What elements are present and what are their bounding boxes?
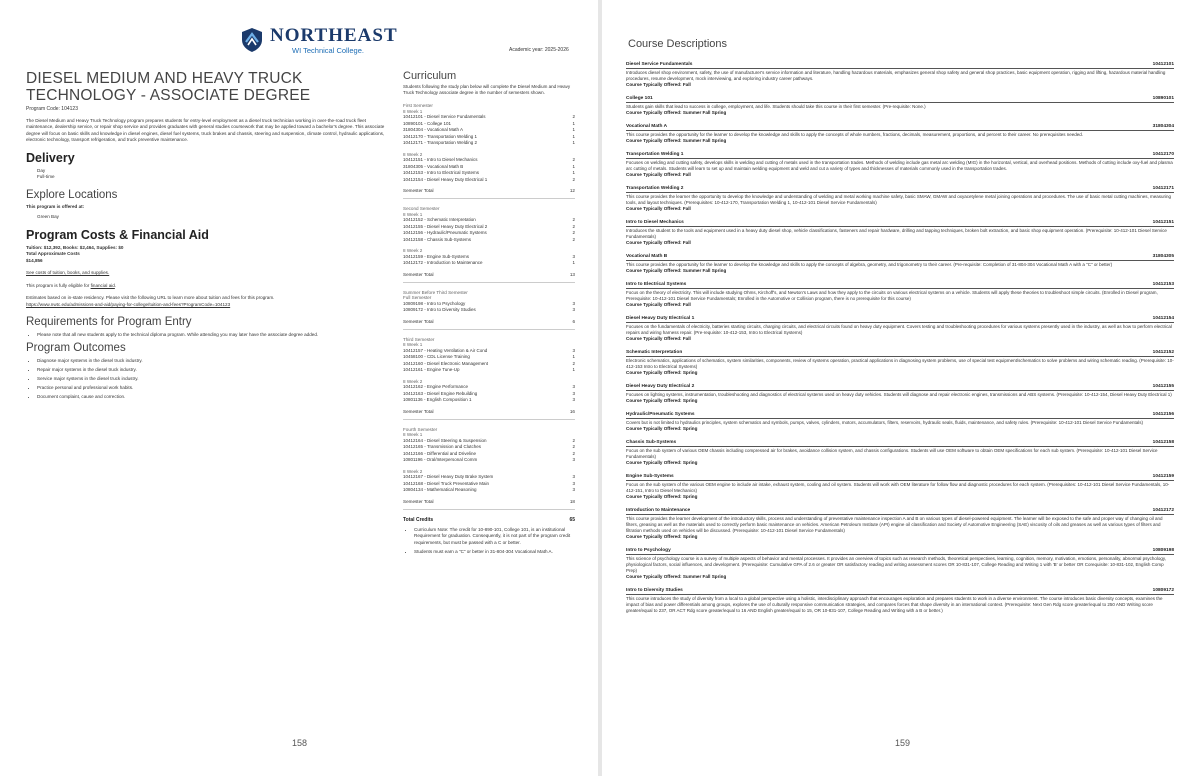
see-costs-link[interactable]: See costs of tuition, books, and supplies. [26,270,110,276]
course-row [403,260,575,267]
semester-list [403,103,575,510]
course-name: 10412171 - Transportation Welding 2 [403,140,477,145]
course-desc: Focus on the sub system of various OEM chassis including compressed air for brakes, avoidance collision system, and chassis configurations. Students will use OEM software to obtain OEM specifications for each sub system. (Prerequisite: 10-412-101 Diesel Service Fundamentals) [626,448,1158,459]
costs-heading: Program Costs & Financial Aid [26,227,209,242]
course-credits: 1 [572,163,575,169]
course-name: 10412161 - Engine Tune-Up [403,367,460,372]
course-row [403,457,575,464]
course-desc: Focus on the theory of electricity. This will include studying Ohms, Kirchoff's, and Newton's Laws and how they apply to the circuits on various electrical systems on a vehicle. Students will apply these theories to troubleshoot simple circuits. (Enrolled in Diesel program, Prerequisite: 10-412-101 Diesel Service Fundamentals; Enrolled in the Automotive or Collision program, there is no prerequisite for this course) [626,290,1158,301]
course-title: Diesel Service Fundamentals [626,62,693,67]
course-code: 10412101 [1152,62,1174,67]
delivery-item: Full-time [37,174,55,180]
course-code: 10412153 [1152,282,1174,287]
course-desc: This course provides the opportunity for the learner to develop the knowledge and skills to apply the concepts of algebra, geometry, and trigonometry to their career. (Pre-requisite: Completion of 31-804-304 Vocational Math A with a "C" or better) [626,262,1113,267]
course-code: 10890101 [1152,96,1174,101]
course-offered [626,240,1174,246]
course-code: 10412151 [1152,220,1174,225]
course-name: 31804305 - Vocational Math B [403,163,464,169]
course-title: Diesel Heavy Duty Electrical 2 [626,384,695,389]
course-row [403,237,575,244]
semester-title: First Semester [403,103,433,108]
left-page [0,0,598,776]
course-name: 10412157 - Heating Ventilation & Air Cond [403,347,488,353]
course-desc: Electronic schematics, applications of schematics, system similarities, components, review of systems operation, practical applications in diagnosing system problems, use of special test equipment/schematics to solve problems and wiring schematic reading. (Prerequisite: 10-412-153 Intro to Electrical Systems) [626,358,1174,369]
course-credits: 2 [572,223,575,229]
course-offered-value: Summer Fall Spring [682,138,727,143]
outcome-item: • Diagnose major systems in the diesel truck industry. [37,358,386,363]
locations-offered: This program is offered at: [26,203,85,209]
semester-total-value: 6 [572,318,575,324]
course-offered [626,494,1174,500]
semester-total-label: Semester Total [403,318,434,324]
right-page [602,0,1200,776]
semester-total-label: Semester Total [403,498,434,504]
course-description [626,316,1174,342]
course-desc: This course provides the opportunity for the learner to develop the knowledge and skills to apply the concepts of whole numbers, fractions, decimals, measurement, proportions, and percent to their career. No prerequisites needed. [626,132,1084,137]
requirements-list [26,332,386,337]
course-name: 10809172 - Intro to Diversity Studies [403,307,476,312]
course-name: 10412160 - Diesel Electronic Management [403,360,489,366]
logo [240,26,398,55]
semester-total-row [403,409,575,420]
course-title: Transportation Welding 2 [626,186,684,191]
semester-group-label: 8 Week 1 [403,108,423,114]
course-description [626,186,1174,212]
course-offered-label: Course Typically Offered: [626,82,682,87]
curriculum-note: • Curriculum Note: The credit for 10-890-101, College 101, is an institutional Requirement for graduation. Consequently, it is not part of the program credit requirements, but must be passed with a C or better. [414,527,575,547]
semester-total-value: 13 [569,271,575,277]
course-offered-value: Fall [682,336,691,341]
course-name: 10412166 - Differential and Driveline [403,450,476,456]
course-offered-value: Spring [682,370,698,375]
course-offered [626,534,1174,540]
course-offered-label: Course Typically Offered: [626,172,682,177]
course-code: 10412158 [1152,440,1174,445]
course-offered [626,460,1174,466]
course-header [626,412,1174,419]
semester-block [403,337,575,420]
total-credits-label: Total Credits [403,516,434,523]
course-offered-label: Course Typically Offered: [626,110,682,115]
costs-estimates: Estimates based on in-state residency. Please visit the following URL to learn more about tuition and fees for this program. [26,295,275,301]
course-name: 10412163 - Diesel Engine Rebuilding [403,390,478,396]
course-credits: 3 [572,307,575,312]
course-header [626,316,1174,323]
semester-group-label: 8 Week 2 [403,468,423,474]
program-code: Program Code: 104123 [26,106,78,112]
course-offered-value: Fall [682,82,691,87]
course-description [626,220,1174,246]
course-name: 10809198 - Intro to Psychology [403,300,466,306]
course-name: 10412101 - Diesel Service Fundamentals [403,114,486,119]
course-header [626,124,1174,131]
semester-title: Second Semester [403,206,440,211]
course-desc: This science of psychology course is a survey of multiple aspects of behavior and mental processes. It provides an overview of topics such as research methods, theoretical perspectives, learning, cognition, memory, motivation, emotions, personality, abnormal psychology, physiological factors, social influences, and development. (Prerequisite: Cumulative GPA of 2.6 or greater OR satisfactory reading and writing assessment scores OR 10-831-107, College Reading and Writing 1 with 'B' or better OR Corequisite: 10-831-102, English Comp Prep) [626,556,1167,573]
semester-group-label: 8 Week 2 [403,378,423,384]
course-name: 10804134 - Mathematical Reasoning [403,487,477,492]
course-credits: 1 [572,260,575,265]
semester-total-row [403,272,575,283]
course-name: 10412172 - Introduction to Maintenance [403,260,483,265]
course-header [626,384,1174,391]
course-title: Intro to Diversity Studies [626,588,683,593]
course-header [626,186,1174,193]
course-desc: This course provides the learner development of the introductory skills, process and understanding of preventative maintenance inspection A and B on various types of diesel-powered equipment. The learner will be exposed to the safe and proper way of changing oil and filters, greasing as well as the materials used to correctly perform basic maintenance on vehicles. American Petroleum Institute (API) engine oil classification and Society of Automotive Engineering (SAE) viscosity of oils and greases as well as various types of filters and filtration methods used on vehicles will be discussed. (Prerequisite: 10-412-101 Diesel Service Fundamentals) [626,516,1163,533]
course-code: 10412155 [1152,384,1174,389]
course-offered-value: Spring [682,460,698,465]
course-offered [626,302,1174,308]
course-credits: 1 [572,140,575,145]
course-name: 10890101 - College 101 [403,120,452,126]
course-title: Intro to Psychology [626,548,671,553]
total-credits-row [403,517,575,523]
locations-heading: Explore Locations [26,188,118,201]
course-credits: 3 [572,474,575,479]
course-title: College 101 [626,96,653,101]
course-description [626,254,1174,274]
course-offered-label: Course Typically Offered: [626,268,682,273]
course-name: 10801136 - English Composition 1 [403,397,472,402]
course-name: 10412167 - Diesel Heavy Duty Brake System [403,474,494,479]
course-description [626,384,1174,404]
course-title: Introduction to Maintenance [626,508,691,513]
course-offered [626,82,1174,88]
course-credits: 2 [572,114,575,119]
course-header [626,588,1174,595]
course-name: 10412156 - Hydraulic/Pneumatic Systems [403,230,487,235]
requirements-heading: Requirements for Program Entry [26,316,192,329]
semester-total-row [403,319,575,330]
course-offered-value: Spring [682,426,698,431]
course-title: Chassis Sub-Systems [626,440,677,445]
course-offered [626,206,1174,212]
course-credits: 2 [572,217,575,222]
delivery-item: Day [37,167,46,173]
shield-logo-icon [240,27,264,53]
course-credits: 2 [572,437,575,443]
course-header [626,282,1174,289]
course-offered-label: Course Typically Offered: [626,494,682,499]
course-offered-label: Course Typically Offered: [626,138,682,143]
course-name: 10412159 - Engine Sub-Systems [403,253,470,259]
course-header [626,254,1174,261]
costs-total-label: Total Approximate Costs [26,251,80,257]
financial-aid-prefix: This program is fully eligible for [26,282,91,288]
requirement-item: • Please note that all new students apply to the technical diploma program. While attending you may later have the associate degree added. [37,332,386,337]
course-name: 10412153 - Intro to Electrical Systems [403,170,480,175]
course-code: 10809172 [1152,588,1174,593]
outcome-item: • Practice personal and professional work habits. [37,385,386,390]
course-offered [626,172,1174,178]
financial-aid-line [26,283,386,290]
semester-total-label: Semester Total [403,408,434,414]
program-description: The Diesel Medium and Heavy Truck Technology program prepares students for entry-level employment as a diesel truck technician working in over-the-road truck fleet maintenance, dealership service, or repair shop service and provides graduates with general studies coursework that may be applied toward a bachelor's degree. This associate degree will focus on basic skills and knowledge in diesel engines, diesel fuel systems, truck brakes and chassis, steering and suspension, climate control, hydraulic applications, electronic technology, transport refrigeration, and truck preventive maintenance. [26,118,385,143]
course-offered-label: Course Typically Offered: [626,336,682,341]
course-title: Engine Sub-Systems [626,474,674,479]
outcome-item: • Service major systems in the diesel truck industry. [37,376,386,381]
course-offered-value: Fall [682,302,691,307]
course-offered [626,426,1174,432]
program-title: DIESEL MEDIUM AND HEAVY TRUCK TECHNOLOGY - ASSOCIATE DEGREE [26,70,311,104]
logo-name: NORTHEAST [270,25,398,46]
course-offered-value: Fall [682,240,691,245]
course-credits: 1 [572,170,575,175]
course-credits: 2 [572,157,575,162]
course-offered [626,574,1174,580]
semester-group-label: 8 Week 2 [403,151,423,157]
course-header [626,152,1174,159]
course-code: 10412170 [1152,152,1174,157]
course-credits: 3 [572,457,575,462]
course-code: 10412171 [1152,186,1174,191]
course-code: 10412159 [1152,474,1174,479]
costs-tuition: Tuition: $12,392, Books: $2,464, Supplies: $0 [26,244,124,250]
financial-aid-suffix: . [114,282,117,288]
course-credits: 3 [572,253,575,259]
location-item: Green Bay [37,214,59,220]
course-name: 10412155 - Diesel Heavy Duty Electrical 2 [403,223,488,229]
semester-group-label: 8 Week 1 [403,432,423,437]
course-credits: 2 [572,236,575,242]
course-offered-value: Summer Fall Spring [682,574,727,579]
course-name: 10412158 - Chassis Sub-Systems [403,236,472,242]
course-offered-value: Summer Fall Spring [682,268,727,273]
course-title: Hydraulic/Pneumatic Systems [626,412,695,417]
course-name: 31804304 - Vocational Math A [403,127,464,132]
course-credits: 3 [572,390,575,396]
course-header [626,474,1174,481]
course-description [626,474,1174,500]
course-desc: Students gain skills that lead to success in college, employment, and life. Students should take this course in their first semester. (Pre-requisite: None.) [626,104,926,109]
course-code: 10412152 [1152,350,1174,355]
course-offered-label: Course Typically Offered: [626,302,682,307]
course-name: 10458100 - CDL License Training [403,354,470,359]
course-desc: Introduces the student to the tools and equipment used in a heavy duty diesel shop, vehicle classifications, fasteners and repair hardware, drilling and tapping techniques, broken bolt extraction, and basic shop equipment operation. (Prerequisite: 10-412-101 Diesel Service Fundamentals) [626,228,1167,239]
course-title: Schematic Interpretation [626,350,683,355]
semester-block [403,103,575,199]
semester-total-value: 18 [569,498,575,504]
course-credits: 2 [572,444,575,449]
program-column [26,70,386,403]
course-offered-label: Course Typically Offered: [626,534,682,539]
course-description [626,124,1174,144]
course-title: Intro to Electrical Systems [626,282,687,287]
course-credits: 1 [572,354,575,359]
course-offered-label: Course Typically Offered: [626,574,682,579]
page-number-left: 158 [292,738,308,748]
course-header [626,62,1174,69]
course-code: 10809198 [1152,548,1174,553]
course-offered-label: Course Typically Offered: [626,460,682,465]
financial-aid-link[interactable]: financial aid [90,282,115,288]
course-header [626,508,1174,515]
course-offered [626,110,1174,116]
course-name: 10412162 - Engine Performance [403,384,469,389]
course-desc: Introduces diesel shop environment, safety, the use of manufacturer's service information and literature, handling hazardous materials, emphasizes general shop safety and general shop practices, basic equipment operation, rigging and lifting, hazardous material handling procedures, resume development, mock interviewing, and exploring industry career pathways. [626,70,1166,81]
semester-title: Fourth Semester [403,426,438,432]
course-code: 31804305 [1152,254,1174,259]
course-offered [626,138,1174,144]
course-header [626,548,1174,555]
course-title: Intro to Diesel Mechanics [626,220,684,225]
curriculum-heading: Curriculum [403,70,457,82]
course-desc: Focuses on welding and cutting safety, develops skills in welding and cutting of metals used in the transportation trades. Methods of welding include gas metal arc welding (MIG) in the horizontal, vertical, and overhead positions. Methods of cutting include oxy-fuel and plasma arc cutting of metals. Students will learn to set up and maintain welding equipment and weld and cut a variety of types and thicknesses of materials commonly used in the transportation trades. [626,160,1173,171]
course-offered-label: Course Typically Offered: [626,398,682,403]
outcomes-heading: Program Outcomes [26,342,126,355]
course-offered-label: Course Typically Offered: [626,426,682,431]
semester-total-label: Semester Total [403,271,434,277]
course-name: 10412170 - Transportation Welding 1 [403,133,477,139]
course-credits: 2 [572,360,575,366]
semester-group-label: 8 Week 2 [403,248,423,253]
course-credits: 3 [572,384,575,389]
course-offered-label: Course Typically Offered: [626,240,682,245]
semester-total-row [403,188,575,199]
delivery-heading: Delivery [26,150,75,165]
course-description [626,152,1174,178]
course-description [626,508,1174,540]
semester-block [403,290,575,330]
course-credits: 1 [572,127,575,132]
course-offered-value: Spring [682,494,698,499]
course-description [626,548,1174,580]
delivery-list [26,168,386,181]
course-offered-value: Fall [682,206,691,211]
course-offered-value: Spring [682,534,698,539]
curriculum-intro: Students following the study plan below will complete the Diesel Medium and Heavy Truck Technology associate degree in the number of semesters shown. [403,84,571,95]
semester-total-row [403,499,575,510]
outcome-item: • Document complaint, cause and correction. [37,394,386,399]
costs-total-value: $14,856 [26,257,43,263]
course-title: Vocational Math B [626,254,668,259]
course-code: 10412172 [1152,508,1174,513]
course-offered-label: Course Typically Offered: [626,370,682,375]
course-name: 10412168 - Diesel Truck Preventative Main [403,480,490,486]
course-name: 10412154 - Diesel Heavy Duty Electrical 1 [403,176,488,182]
course-row [403,397,575,404]
semester-block [403,427,575,510]
course-desc: Focus on the sub system of the various OEM engine to include air intake, exhaust system, cooling and oil system. Students will work with OEM literature for follow flow and diagnostic procedures for each system. (Prerequisites: 10-412-101 Diesel Service Fundamentals, 10-412-151, Intro to Diesel Mechanics) [626,482,1170,493]
course-desc: This course provides the learner the opportunity to develop the knowledge and understanding of welding and metal working machine safety, basic SMAW, GMAW and oxyacetylene metal joining operations and procedures. The use of basic metal cutting machines, measuring tools, and layout techniques. (Prerequisites: 10-412-170, Transportation Welding 1, 10-412-101 Diesel Service Fundamentals) [626,194,1172,205]
course-name: 10412152 - Schematic Interpretation [403,217,476,222]
course-title: Diesel Heavy Duty Electrical 1 [626,316,695,321]
course-header [626,96,1174,103]
course-credits: 3 [572,347,575,353]
course-desc: Covers but is not limited to hydraulics principles, system schematics and symbols, pumps, valves, cylinders, motors, accumulators, filters, reservoirs, hydraulic seals, fluids, maintenance, and safety rules. (Prerequisite: 10-412-101 Diesel Service Fundamentals) [626,420,1143,425]
course-credits: 3 [572,487,575,492]
course-description [626,62,1174,88]
course-desc: This course introduces the study of diversity from a local to a global perspective using a holistic, interdisciplinary approach that encourages exploration and prepares students to work in a diverse environment. The course introduces basic diversity concepts, examines the impact of bias and power differentials among groups, explores the use of culturally responsive communication strategies, and compares forces that shape diversity in an international context. (Prerequisite: Next Gen Rdg score greater/equal to 250 AND Writing score greater/equal to 237, OR ACT Rdg score greater/equal to 16 AND English greater/equal to 15, OR 10-831-107, College Reading and Writing with a B or better.) [626,596,1163,613]
course-offered [626,370,1174,376]
course-title: Transportation Welding 1 [626,152,684,157]
descriptions-heading: Course Descriptions [628,38,728,50]
course-offered-label: Course Typically Offered: [626,206,682,211]
semester-block [403,206,575,283]
course-code: 10412154 [1152,316,1174,321]
course-row [403,307,575,314]
tuition-url-link[interactable]: https://www.nwtc.edu/admissions-and-aid/paying-for-college/tuition-and-fees?ProgramCode=104123 [26,301,231,307]
course-name: 10412165 - Transmission and Clutches [403,444,482,449]
course-header [626,350,1174,357]
course-credits: 1 [572,120,575,126]
course-credits: 3 [572,480,575,486]
course-code: 31804304 [1152,124,1174,129]
course-offered [626,268,1174,274]
course-row [403,177,575,184]
course-description [626,96,1174,116]
course-description [626,440,1174,466]
semester-group-label: 8 Week 1 [403,342,423,347]
course-name: 10412151 - Intro to Diesel Mechanics [403,157,478,162]
course-offered-value: Summer Fall Spring [682,110,727,115]
outcome-item: • Repair major systems in the diesel truck industry. [37,367,386,372]
course-desc: Focuses on lighting systems, instrumentation, troubleshooting and diagnostics of electrical systems used on heavy duty vehicles. Students will diagnose and repair electronic engines, transmissions and ABS systems. (Prerequisite: 10-412-154, Diesel Heavy Duty Electrical 1) [626,392,1172,397]
course-title: Vocational Math A [626,124,668,129]
course-description-list [626,62,1174,622]
course-credits: 2 [572,230,575,235]
course-row [403,487,575,494]
course-row [403,140,575,147]
course-credits: 3 [572,397,575,402]
course-credits: 2 [572,176,575,182]
course-name: 10412164 - Diesel Steering & Suspension [403,437,487,443]
semester-group-label: Full Semester [403,295,432,300]
course-name: 10801196 - Oral/Interpersonal Comm [403,457,478,462]
outcomes-list [26,358,386,399]
course-description [626,588,1174,614]
logo-subtitle: WI Technical College. [292,46,364,55]
curriculum-column [403,70,575,559]
academic-year: Academic year: 2025-2026 [509,47,569,53]
course-description [626,412,1174,432]
course-credits: 2 [572,450,575,456]
course-credits: 1 [572,133,575,139]
course-offered [626,336,1174,342]
course-desc: Focuses on the fundamentals of electricity, batteries starting circuits, charging circuits, and electrical circuits found on heavy duty equipment. Covers testing and troubleshooting procedures for various systems presently used in the industry, as well as how to perform electrical repairs and wiring harness repair. (Pre-requisite: 10-412-153, Intro to Electrical Systems) [626,324,1172,335]
course-offered-value: Spring [682,398,698,403]
curriculum-note: • Students must earn a "C" or better in 31-804-304 Vocational Math A. [414,549,575,556]
course-offered-value: Fall [682,172,691,177]
page-number-right: 159 [895,738,911,748]
semester-total-value: 12 [569,188,575,193]
course-credits: 1 [572,367,575,372]
semester-group-label: 8 Week 1 [403,211,423,217]
course-row [403,367,575,374]
course-header [626,440,1174,447]
course-header [626,220,1174,227]
semester-title: Summer Before Third Semester [403,289,468,295]
curriculum-notes [403,527,575,556]
semester-total-label: Semester Total [403,188,434,193]
course-description [626,350,1174,376]
course-offered [626,398,1174,404]
course-code: 10412156 [1152,412,1174,417]
semester-title: Third Semester [403,336,435,342]
course-credits: 3 [572,300,575,306]
total-credits-value: 65 [569,516,575,523]
course-description [626,282,1174,308]
semester-total-value: 16 [569,408,575,414]
